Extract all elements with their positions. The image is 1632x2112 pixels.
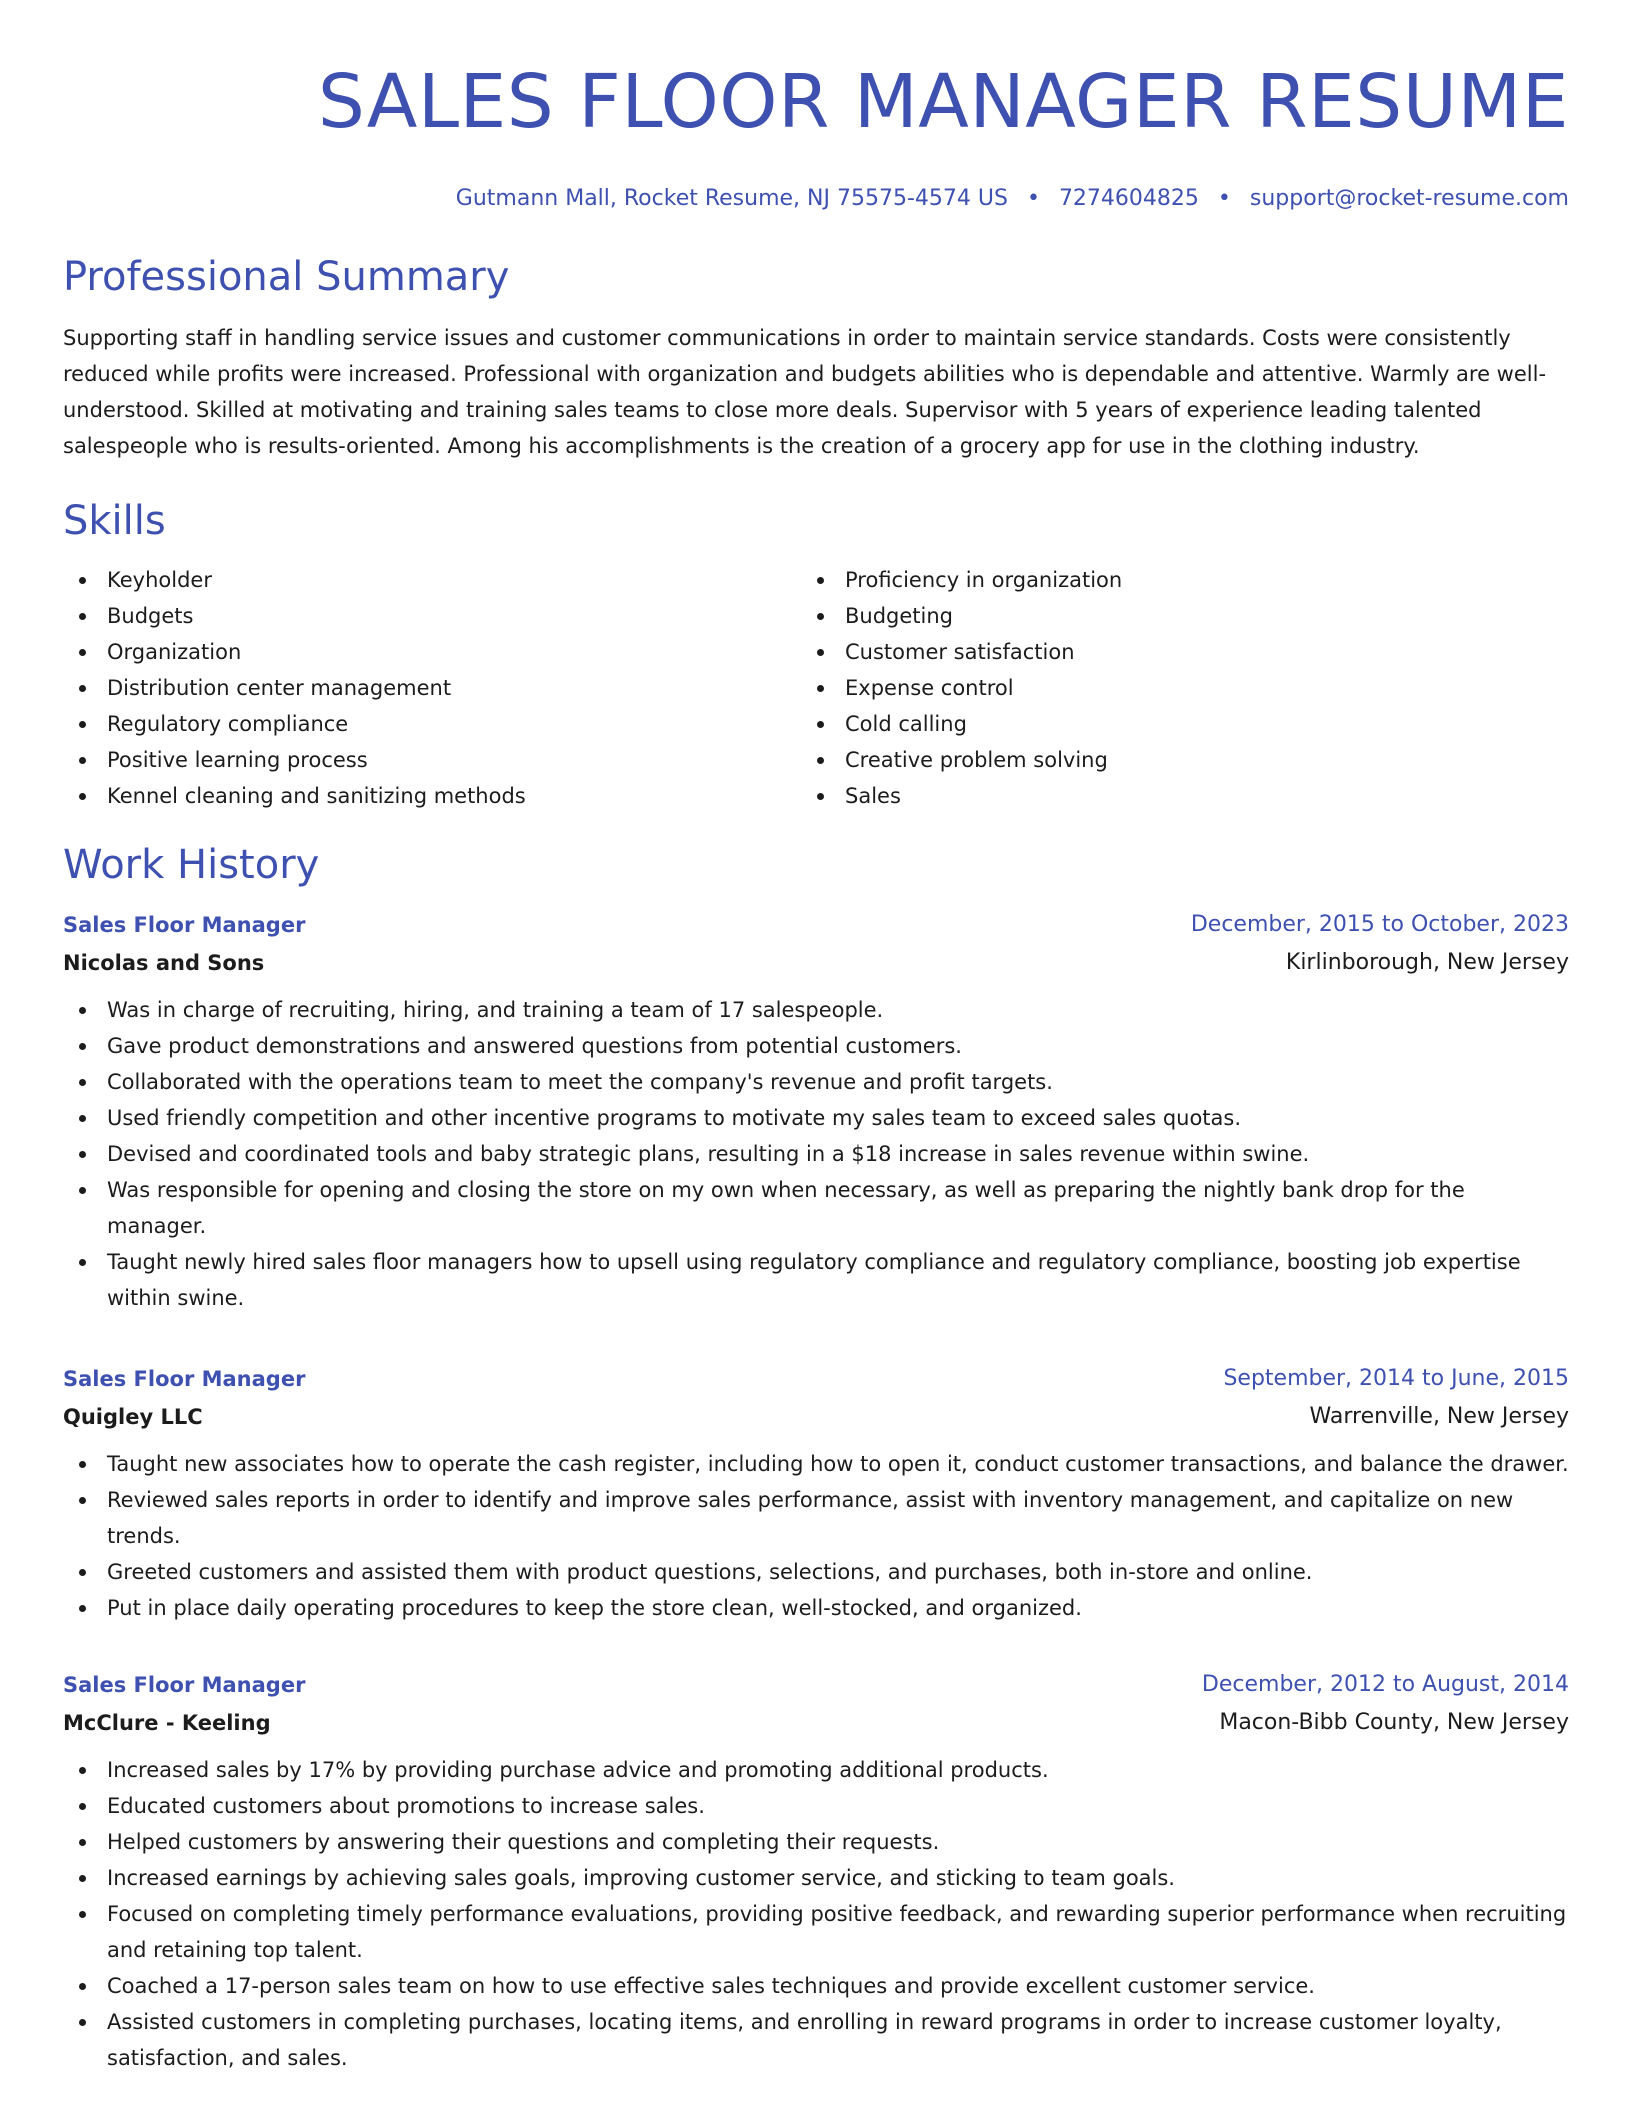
skill-item: Creative problem solving [801, 742, 1539, 778]
job-bullet: Was responsible for opening and closing the store on my own when necessary, as well as preparing the nightly bank drop for the manager. [63, 1172, 1569, 1244]
skill-item: Organization [63, 634, 801, 670]
job-dates: December, 2012 to August, 2014 [1201, 1672, 1569, 1697]
contact-line [63, 184, 1569, 214]
skills-heading: Skills [63, 498, 166, 544]
job-bullet: Put in place daily operating procedures to keep the store clean, well-stocked, and organized. [63, 1590, 1569, 1626]
summary-heading: Professional Summary [63, 254, 510, 300]
job-dates: September, 2014 to June, 2015 [1223, 1366, 1569, 1391]
job-bullet: Devised and coordinated tools and baby strategic plans, resulting in a $18 increase in sales revenue within swine. [63, 1136, 1569, 1172]
contact-phone: 7274604825 [1058, 186, 1199, 211]
job-entry [63, 1666, 1569, 2076]
skills-column-right [801, 562, 1539, 814]
job-bullet: Coached a 17-person sales team on how to use effective sales techniques and provide excellent customer service. [63, 1968, 1569, 2004]
job-bullet: Gave product demonstrations and answered questions from potential customers. [63, 1028, 1569, 1064]
skill-item: Kennel cleaning and sanitizing methods [63, 778, 801, 814]
job-bullet: Increased sales by 17% by providing purchase advice and promoting additional products. [63, 1752, 1569, 1788]
job-bullet: Taught new associates how to operate the cash register, including how to open it, conduct customer transactions, and balance the drawer. [63, 1446, 1569, 1482]
job-subheader [63, 1704, 1569, 1742]
job-bullet: Reviewed sales reports in order to identify and improve sales performance, assist with inventory management, and capitalize on new trends. [63, 1482, 1569, 1554]
skills-column-left [63, 562, 801, 814]
job-bullet: Was in charge of recruiting, hiring, and training a team of 17 salespeople. [63, 992, 1569, 1028]
job-subheader [63, 944, 1569, 982]
job-bullet: Increased earnings by achieving sales goals, improving customer service, and sticking to team goals. [63, 1860, 1569, 1896]
job-subheader [63, 1398, 1569, 1436]
job-company: McClure - Keeling [63, 1711, 271, 1735]
skill-item: Customer satisfaction [801, 634, 1539, 670]
job-bullet: Collaborated with the operations team to meet the company's revenue and profit targets. [63, 1064, 1569, 1100]
skill-item: Budgeting [801, 598, 1539, 634]
job-bullet: Used friendly competition and other incentive programs to motivate my sales team to exceed sales quotas. [63, 1100, 1569, 1136]
work-history-heading: Work History [63, 842, 320, 888]
job-bullet: Educated customers about promotions to increase sales. [63, 1788, 1569, 1824]
job-location: Warrenville, New Jersey [1309, 1404, 1569, 1429]
job-entry [63, 1360, 1569, 1626]
skill-item: Sales [801, 778, 1539, 814]
job-header [63, 1666, 1569, 1704]
skill-item: Distribution center management [63, 670, 801, 706]
job-bullet: Taught newly hired sales floor managers how to upsell using regulatory compliance and regulatory compliance, boosting job expertise within swine. [63, 1244, 1569, 1316]
skill-item: Budgets [63, 598, 801, 634]
summary-text: Supporting staff in handling service issues and customer communications in order to maintain service standards. Costs were consistently reduced while profits were increased. Professional with organization and budgets abilities who is dependable and attentive. Warmly are well-understood. Skilled at motivating and training sales teams to close more deals. Supervisor with 5 years of experience leading talented salespeople who is results-oriented. Among his accomplishments is the creation of a grocery app for use in the clothing industry. [63, 326, 1547, 458]
skill-item: Proficiency in organization [801, 562, 1539, 598]
job-bullet: Assisted customers in completing purchases, locating items, and enrolling in reward programs in order to increase customer loyalty, satisfaction, and sales. [63, 2004, 1569, 2076]
job-location: Kirlinborough, New Jersey [1285, 950, 1569, 975]
job-company: Nicolas and Sons [63, 951, 265, 975]
skill-item: Expense control [801, 670, 1539, 706]
skill-item: Keyholder [63, 562, 801, 598]
job-location: Macon-Bibb County, New Jersey [1219, 1710, 1569, 1735]
job-role: Sales Floor Manager [63, 1673, 306, 1697]
job-role: Sales Floor Manager [63, 1367, 306, 1391]
job-role: Sales Floor Manager [63, 913, 306, 937]
skills-list [63, 562, 1569, 814]
job-entry [63, 906, 1569, 1316]
job-header [63, 906, 1569, 944]
contact-separator: • [1026, 186, 1040, 211]
job-dates: December, 2015 to October, 2023 [1190, 912, 1569, 937]
contact-address: Gutmann Mall, Rocket Resume, NJ 75575-4574 US [455, 186, 1008, 211]
job-company: Quigley LLC [63, 1405, 203, 1429]
resume-title: SALES FLOOR MANAGER RESUME [317, 59, 1569, 145]
job-bullets [63, 1752, 1569, 2076]
job-bullet: Greeted customers and assisted them with product questions, selections, and purchases, both in-store and online. [63, 1554, 1569, 1590]
contact-email: support@rocket-resume.com [1249, 186, 1569, 211]
skill-item: Regulatory compliance [63, 706, 801, 742]
job-bullets [63, 1446, 1569, 1626]
job-bullet: Focused on completing timely performance evaluations, providing positive feedback, and rewarding superior performance when recruiting and retaining top talent. [63, 1896, 1569, 1968]
job-bullet: Helped customers by answering their questions and completing their requests. [63, 1824, 1569, 1860]
skill-item: Positive learning process [63, 742, 801, 778]
job-bullets [63, 992, 1569, 1316]
contact-separator: • [1217, 186, 1231, 211]
job-header [63, 1360, 1569, 1398]
skill-item: Cold calling [801, 706, 1539, 742]
